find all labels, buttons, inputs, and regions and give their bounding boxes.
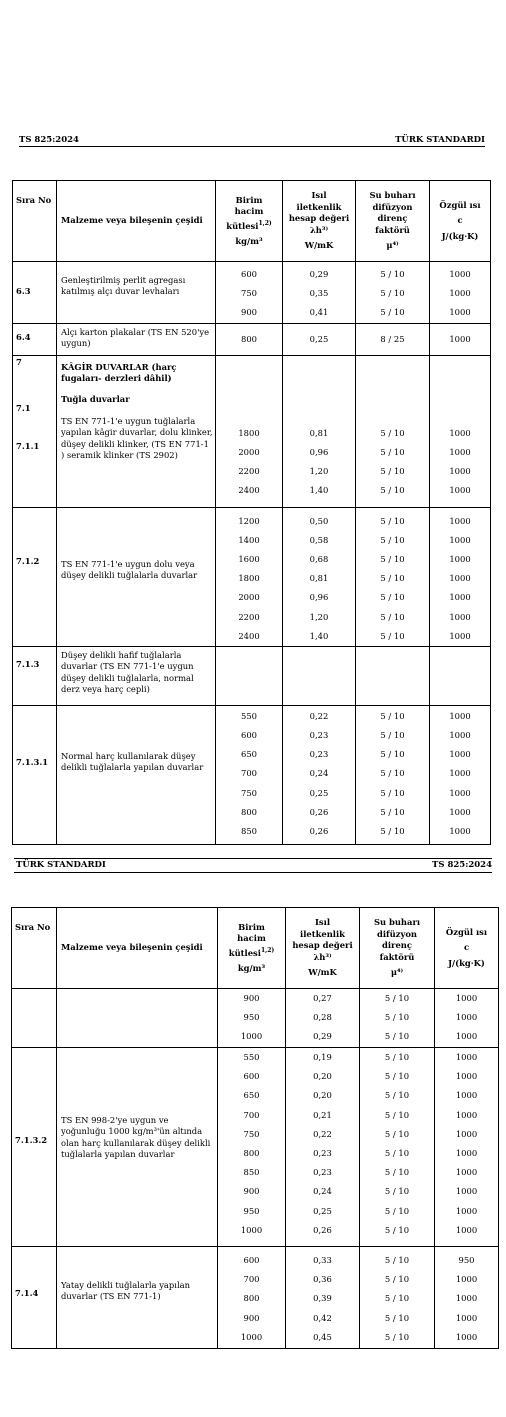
footer-standard-name: TÜRK STANDARDI (16, 860, 106, 870)
density-cell (216, 323, 283, 355)
specific-heat-value: 1000 (455, 1090, 478, 1101)
table-row (13, 323, 491, 355)
density-value: 2000 (238, 446, 260, 457)
specific-heat-values (430, 330, 490, 349)
specific-heat-value: 1000 (455, 1274, 478, 1285)
specific-heat-value: 1000 (449, 288, 471, 299)
density-value: 550 (243, 1052, 260, 1062)
density-values (216, 424, 282, 501)
footer-standard-code: TS 825:2024 (432, 860, 492, 870)
vapour-factor-value: 5 / 10 (384, 1255, 410, 1265)
conductivity-value: 0,23 (309, 749, 329, 760)
col-header-birim: Birim hacim kütlesi$^{1,2)}$ kg/m³ (218, 908, 286, 989)
specific-heat-value: 1000 (455, 1128, 478, 1139)
table-row (12, 989, 499, 1048)
conductivity-values (283, 330, 355, 349)
conductivity-value: 0,41 (309, 307, 329, 318)
density-value: 700 (243, 1274, 260, 1285)
density-value: 850 (241, 826, 257, 836)
specific-heat-value: 1000 (449, 534, 471, 545)
vapour-factor-cell (356, 262, 430, 324)
density-value: 2200 (238, 611, 260, 622)
vapour-factor-value: 5 / 10 (380, 534, 405, 545)
specific-heat-values (435, 1251, 498, 1347)
specific-heat-value: 1000 (449, 307, 471, 318)
footer-rule-bottom (14, 872, 492, 873)
col-header-malzeme: Malzeme veya bileşenin çeşidi (57, 181, 216, 262)
conductivity-value: 0,23 (313, 1147, 332, 1158)
vapour-factor-cell (360, 1048, 435, 1247)
specific-heat-cell (435, 989, 499, 1048)
vapour-factor-value: 5 / 10 (384, 1071, 410, 1082)
density-value: 600 (243, 1071, 260, 1082)
conductivity-value: 0,26 (309, 826, 329, 836)
vapour-factor-value: 5 / 10 (384, 1012, 410, 1023)
conductivity-values (283, 707, 355, 841)
vapour-factor-value: 5 / 10 (384, 1090, 410, 1101)
conductivity-value: 0,39 (313, 1293, 332, 1304)
conductivity-value: 0,21 (313, 1109, 332, 1120)
vapour-factor-cell (360, 1247, 435, 1349)
density-values (216, 265, 282, 323)
density-value: 700 (243, 1109, 260, 1120)
specific-heat-value: 1000 (449, 515, 471, 526)
specific-heat-values (435, 989, 498, 1047)
row-description: TS EN 998-2'ye uygun ve yoğunluğu 1000 kg/m³'ün altında olan harç kullanılarak düşey delikli tuğlalarla yapılan duvarlar (61, 1115, 211, 1160)
vapour-factor-cell (360, 989, 435, 1048)
row-number-cell (13, 355, 57, 507)
specific-heat-value: 1000 (449, 730, 471, 741)
table-row (13, 705, 491, 844)
vapour-factor-value: 5 / 10 (380, 806, 405, 817)
conductivity-values (286, 989, 359, 1047)
vapour-factor-cell (356, 705, 430, 844)
density-values (218, 1251, 285, 1347)
conductivity-value: 0,28 (313, 1012, 332, 1023)
conductivity-value: 0,45 (313, 1331, 332, 1342)
specific-heat-cell (430, 355, 491, 507)
vapour-factor-cell (356, 646, 430, 705)
specific-heat-value: 1000 (449, 427, 471, 438)
row-description-cell (57, 323, 216, 355)
conductivity-value: 0,29 (309, 269, 329, 279)
conductivity-value: 0,24 (309, 768, 329, 779)
specific-heat-value: 1000 (449, 630, 471, 641)
conductivity-value: 0,35 (309, 288, 329, 299)
density-value: 900 (243, 1312, 260, 1323)
density-values (218, 1048, 285, 1240)
specific-heat-cell (430, 507, 491, 646)
vapour-factor-value: 5 / 10 (380, 592, 405, 603)
specific-heat-value: 1000 (449, 787, 471, 798)
density-value: 2400 (238, 630, 260, 641)
conductivity-value: 0,26 (309, 806, 329, 817)
row-number-cell (12, 1247, 57, 1349)
density-value: 1000 (240, 1331, 263, 1342)
col-header-malzeme: Malzeme veya bileşenin çeşidi (57, 908, 218, 989)
vapour-factor-values (356, 330, 429, 349)
vapour-factor-values (356, 707, 429, 841)
vapour-factor-values (356, 424, 429, 501)
density-value: 600 (243, 1255, 260, 1265)
specific-heat-value: 950 (458, 1255, 475, 1265)
row-number-cell (12, 989, 57, 1048)
density-value: 650 (241, 749, 257, 760)
vapour-factor-value: 5 / 10 (380, 465, 405, 476)
vapour-factor-values (356, 265, 429, 323)
row-number: 7.1 (16, 402, 31, 413)
conductivity-cell (283, 646, 356, 705)
table-row (13, 355, 491, 507)
density-value: 1800 (238, 573, 260, 584)
row-description: TS EN 771-1'e uygun tuğlalarla yapılan kâgir duvarlar, dolu klinker, düşey delikli klinker, (TS EN 771-1 ) seramik klinker (TS 2902) (61, 415, 213, 460)
density-cell (216, 355, 283, 507)
vapour-factor-cell (356, 507, 430, 646)
header-rule (19, 146, 485, 147)
header-standard-code: TS 825:2024 (19, 135, 79, 145)
row-number: 7.1.3.1 (16, 756, 49, 767)
conductivity-cell (286, 989, 360, 1048)
specific-heat-cell (430, 646, 491, 705)
vapour-factor-values (360, 1048, 434, 1240)
conductivity-cell (283, 262, 356, 324)
conductivity-value: 1,40 (309, 485, 329, 496)
vapour-factor-value: 5 / 10 (384, 1293, 410, 1304)
conductivity-value: 0,24 (313, 1186, 332, 1197)
vapour-factor-value: 5 / 10 (384, 1147, 410, 1158)
specific-heat-value: 1000 (455, 993, 478, 1003)
footer-rule (14, 858, 492, 859)
row-number: 7.1.1 (16, 440, 40, 451)
vapour-factor-value: 5 / 10 (384, 1167, 410, 1178)
row-description-cell (57, 1048, 218, 1247)
vapour-factor-value: 5 / 10 (380, 787, 405, 798)
conductivity-cell (283, 507, 356, 646)
specific-heat-value: 1000 (449, 611, 471, 622)
row-number-cell (13, 323, 57, 355)
material-table-2 (11, 907, 499, 1349)
vapour-factor-values (356, 512, 429, 646)
row-number: 6.4 (16, 331, 31, 342)
density-values (216, 330, 282, 349)
specific-heat-value: 1000 (449, 806, 471, 817)
specific-heat-values (435, 1048, 498, 1240)
density-value: 750 (243, 1128, 260, 1139)
vapour-factor-value: 5 / 10 (380, 427, 405, 438)
vapour-factor-value: 5 / 10 (384, 1224, 410, 1235)
vapour-factor-value: 5 / 10 (384, 1205, 410, 1216)
col-header-birim: Birim hacim kütlesi$^{1,2)}$ kg/m³ (216, 181, 283, 262)
vapour-factor-value: 5 / 10 (384, 993, 410, 1003)
density-value: 1800 (238, 427, 260, 438)
conductivity-values (283, 265, 355, 323)
vapour-factor-value: 5 / 10 (384, 1052, 410, 1062)
density-value: 600 (241, 269, 257, 279)
conductivity-value: 0,68 (309, 553, 329, 564)
material-table-1 (12, 180, 491, 845)
specific-heat-value: 1000 (449, 553, 471, 564)
density-values (216, 512, 282, 646)
density-value: 550 (241, 710, 257, 721)
specific-heat-value: 1000 (455, 1293, 478, 1304)
density-value: 2200 (238, 465, 260, 476)
table-row (13, 262, 491, 324)
conductivity-cell (286, 1247, 360, 1349)
vapour-factor-value: 5 / 10 (380, 485, 405, 496)
row-description: Düşey delikli hafif tuğlalarla duvarlar (TS EN 771-1'e uygun düşey delikli tuğlalarla, normal derz veya harç cepli) (61, 649, 194, 695)
conductivity-value: 0,81 (309, 427, 329, 438)
density-values (218, 989, 285, 1047)
vapour-factor-value: 5 / 10 (384, 1186, 410, 1197)
vapour-factor-value: 5 / 10 (380, 826, 405, 836)
vapour-factor-value: 5 / 10 (384, 1128, 410, 1139)
conductivity-value: 0,33 (313, 1255, 332, 1265)
density-values (216, 707, 282, 841)
conductivity-value: 0,96 (309, 446, 329, 457)
vapour-factor-value: 5 / 10 (384, 1312, 410, 1323)
density-value: 600 (241, 730, 257, 741)
density-cell (218, 989, 286, 1048)
specific-heat-cell (430, 262, 491, 324)
row-description: Yatay delikli tuğlalarla yapılan duvarlar (TS EN 771-1) (61, 1280, 191, 1302)
conductivity-value: 1,40 (309, 630, 329, 641)
col-header-su: Su buharı difüzyon direnç faktörü μ⁴⁾ (356, 181, 430, 262)
vapour-factor-value: 5 / 10 (380, 553, 405, 564)
density-cell (216, 646, 283, 705)
specific-heat-value: 1000 (455, 1052, 478, 1062)
row-number-cell (13, 262, 57, 324)
vapour-factor-cell (356, 355, 430, 507)
row-description: Normal harç kullanılarak düşey delikli tuğlalarla yapılan duvarlar (61, 750, 204, 773)
conductivity-value: 0,58 (309, 534, 329, 545)
specific-heat-values (430, 265, 490, 323)
density-value: 2400 (238, 485, 260, 496)
table-header-row (12, 908, 499, 989)
vapour-factor-cell (356, 323, 430, 355)
col-header-isil: Isıl iletkenlik hesap değeri λh³⁾ W/mK (286, 908, 360, 989)
col-header-isil: Isıl iletkenlik hesap değeri λh³⁾ W/mK (283, 181, 356, 262)
vapour-factor-value: 5 / 10 (380, 269, 405, 279)
specific-heat-value: 1000 (455, 1031, 478, 1042)
specific-heat-cell (435, 1247, 499, 1349)
vapour-factor-value: 5 / 10 (380, 288, 405, 299)
row-number: 7.1.2 (16, 555, 40, 566)
conductivity-values (286, 1251, 359, 1347)
density-value: 700 (241, 768, 257, 779)
row-description-cell (57, 705, 216, 844)
vapour-factor-value: 8 / 25 (380, 333, 405, 344)
specific-heat-value: 1000 (449, 710, 471, 721)
density-value: 750 (241, 787, 257, 798)
specific-heat-value: 1000 (449, 465, 471, 476)
conductivity-cell (286, 1048, 360, 1247)
vapour-factor-value: 5 / 10 (380, 307, 405, 318)
vapour-factor-value: 5 / 10 (380, 768, 405, 779)
specific-heat-value: 1000 (455, 1012, 478, 1023)
row-description-cell (57, 989, 218, 1048)
table-row (13, 646, 491, 705)
specific-heat-value: 1000 (449, 826, 471, 836)
conductivity-value: 0,20 (313, 1071, 332, 1082)
col-header-ozgul: Özgül ısı c J/(kg·K) (435, 908, 499, 989)
row-number-cell (13, 507, 57, 646)
conductivity-value: 0,42 (313, 1312, 332, 1323)
density-value: 800 (241, 806, 257, 817)
specific-heat-value: 1000 (449, 485, 471, 496)
conductivity-value: 0,25 (309, 333, 329, 344)
row-description-cell (57, 355, 216, 507)
row-description-cell (57, 646, 216, 705)
density-value: 900 (241, 307, 257, 318)
row-number-cell (13, 646, 57, 705)
conductivity-value: 0,25 (309, 787, 329, 798)
density-value: 800 (241, 333, 257, 344)
specific-heat-value: 1000 (455, 1331, 478, 1342)
col-header-ozgul: Özgül ısı c J/(kg·K) (430, 181, 491, 262)
conductivity-value: 1,20 (309, 611, 329, 622)
row-number-cell (12, 1048, 57, 1247)
specific-heat-value: 1000 (449, 749, 471, 760)
conductivity-value: 0,22 (309, 710, 329, 721)
row-description-cell (57, 1247, 218, 1349)
conductivity-value: 0,27 (313, 993, 332, 1003)
density-value: 750 (241, 288, 257, 299)
vapour-factor-values (360, 1251, 434, 1347)
conductivity-value: 0,22 (313, 1128, 332, 1139)
density-value: 800 (243, 1293, 260, 1304)
header-standard-name: TÜRK STANDARDI (395, 135, 485, 145)
conductivity-cell (283, 323, 356, 355)
specific-heat-value: 1000 (449, 333, 471, 344)
density-cell (218, 1247, 286, 1349)
vapour-factor-value: 5 / 10 (384, 1331, 410, 1342)
specific-heat-cell (430, 705, 491, 844)
density-value: 1400 (238, 534, 260, 545)
density-cell (216, 705, 283, 844)
specific-heat-value: 1000 (455, 1312, 478, 1323)
subsection-title: Tuğla duvarlar (61, 394, 130, 405)
conductivity-value: 0,19 (313, 1052, 332, 1062)
row-number: 7 (16, 356, 22, 367)
conductivity-values (283, 424, 355, 501)
specific-heat-value: 1000 (449, 768, 471, 779)
specific-heat-cell (430, 323, 491, 355)
specific-heat-value: 1000 (449, 446, 471, 457)
specific-heat-value: 1000 (455, 1205, 478, 1216)
conductivity-cell (283, 355, 356, 507)
vapour-factor-value: 5 / 10 (380, 630, 405, 641)
vapour-factor-value: 5 / 10 (384, 1109, 410, 1120)
table-row (12, 1048, 499, 1247)
specific-heat-value: 1000 (449, 592, 471, 603)
col-header-sira: Sıra No (12, 908, 57, 989)
table-row (13, 507, 491, 646)
col-header-sira: Sıra No (13, 181, 57, 262)
density-value: 900 (243, 993, 260, 1003)
density-value: 950 (243, 1205, 260, 1216)
conductivity-cell (283, 705, 356, 844)
row-number: 7.1.3 (16, 658, 40, 669)
row-description-cell (57, 507, 216, 646)
density-value: 800 (243, 1147, 260, 1158)
conductivity-value: 0,26 (313, 1224, 332, 1235)
vapour-factor-values (360, 989, 434, 1047)
specific-heat-value: 1000 (455, 1147, 478, 1158)
specific-heat-values (430, 512, 490, 646)
density-value: 950 (243, 1012, 260, 1023)
vapour-factor-value: 5 / 10 (380, 710, 405, 721)
vapour-factor-value: 5 / 10 (380, 515, 405, 526)
density-cell (216, 507, 283, 646)
row-number: 6.3 (16, 286, 31, 296)
specific-heat-value: 1000 (455, 1167, 478, 1178)
vapour-factor-value: 5 / 10 (384, 1274, 410, 1285)
specific-heat-value: 1000 (455, 1109, 478, 1120)
specific-heat-value: 1000 (449, 573, 471, 584)
row-description-cell (57, 262, 216, 324)
specific-heat-values (430, 424, 490, 501)
density-value: 850 (243, 1167, 260, 1178)
specific-heat-cell (435, 1048, 499, 1247)
density-cell (216, 262, 283, 324)
vapour-factor-value: 5 / 10 (380, 749, 405, 760)
conductivity-value: 1,20 (309, 465, 329, 476)
conductivity-value: 0,29 (313, 1031, 332, 1042)
table-row (12, 1247, 499, 1349)
density-value: 650 (243, 1090, 260, 1101)
section-title: KÂGİR DUVARLAR (harç fugaları- derzleri dâhil) (61, 361, 177, 383)
vapour-factor-value: 5 / 10 (380, 573, 405, 584)
density-cell (218, 1048, 286, 1247)
row-number: 7.1.3.2 (15, 1135, 48, 1145)
row-description: Genleştirilmiş perlit agregası katılmış alçı duvar levhaları (61, 275, 186, 297)
row-description: Alçı karton plakalar (TS EN 520'ye uygun) (61, 326, 210, 348)
conductivity-value: 0,23 (313, 1167, 332, 1178)
specific-heat-value: 1000 (455, 1186, 478, 1197)
vapour-factor-value: 5 / 10 (384, 1031, 410, 1042)
table-header-row (13, 181, 491, 262)
density-value: 2000 (238, 592, 260, 603)
conductivity-value: 0,20 (313, 1090, 332, 1101)
conductivity-value: 0,23 (309, 730, 329, 741)
vapour-factor-value: 5 / 10 (380, 611, 405, 622)
col-header-su: Su buharı difüzyon direnç faktörü μ⁴⁾ (360, 908, 435, 989)
conductivity-values (283, 512, 355, 646)
density-value: 900 (243, 1186, 260, 1197)
density-value: 1000 (240, 1031, 263, 1042)
conductivity-value: 0,96 (309, 592, 329, 603)
specific-heat-value: 1000 (455, 1224, 478, 1235)
density-value: 1000 (240, 1224, 263, 1235)
specific-heat-values (430, 707, 490, 841)
conductivity-value: 0,50 (309, 515, 329, 526)
vapour-factor-value: 5 / 10 (380, 730, 405, 741)
conductivity-value: 0,81 (309, 573, 329, 584)
conductivity-value: 0,36 (313, 1274, 332, 1285)
specific-heat-value: 1000 (455, 1071, 478, 1082)
row-number-cell (13, 705, 57, 844)
conductivity-value: 0,25 (313, 1205, 332, 1216)
density-value: 1200 (238, 515, 260, 526)
row-number: 7.1.4 (15, 1288, 39, 1298)
vapour-factor-value: 5 / 10 (380, 446, 405, 457)
conductivity-values (286, 1048, 359, 1240)
specific-heat-value: 1000 (449, 269, 471, 279)
row-description: TS EN 771-1'e uygun dolu veya düşey delikli tuğlalarla duvarlar (61, 558, 198, 580)
density-value: 1600 (238, 553, 260, 564)
